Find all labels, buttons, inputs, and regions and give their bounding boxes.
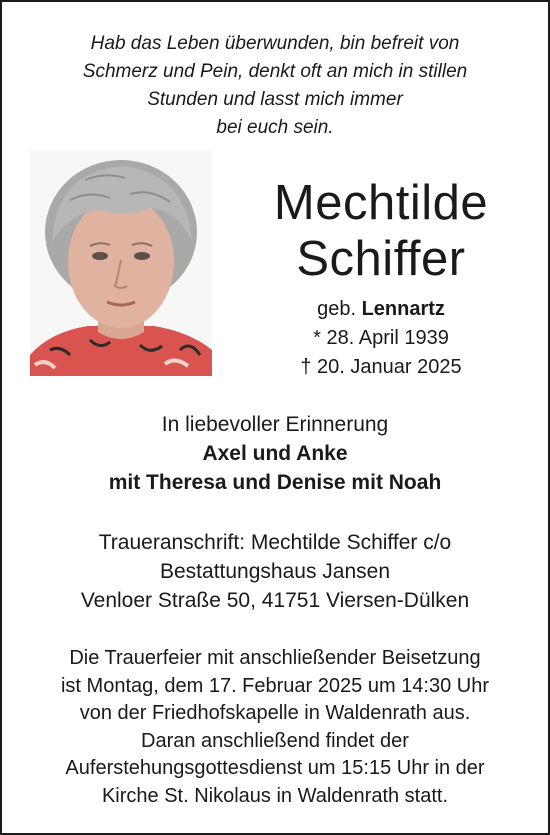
mourners-line-2: mit Theresa und Denise mit Noah bbox=[108, 471, 442, 494]
ceremony-line: ist Montag, dem 17. Februar 2025 um 14:30 Uhr bbox=[60, 674, 489, 697]
birth-prefix: geb. bbox=[317, 298, 357, 320]
deceased-name bbox=[212, 175, 550, 287]
ceremony-line: Daran anschließend findet der bbox=[141, 729, 409, 752]
quote-line: Stunden und lasst mich immer bbox=[147, 89, 403, 110]
portrait-image bbox=[30, 150, 212, 376]
memorial-intro: In liebevoller Erinnerung bbox=[161, 413, 389, 436]
mourners-section bbox=[0, 410, 550, 497]
last-name: Schiffer bbox=[296, 232, 466, 286]
quote-line: Hab das Leben überwunden, bin befreit von bbox=[90, 33, 460, 54]
ceremony-line: Kirche St. Nikolaus in Waldenrath statt. bbox=[101, 784, 449, 807]
ceremony-line: Die Trauerfeier mit anschließender Beisetzung bbox=[69, 647, 481, 669]
birth-name-line bbox=[252, 295, 510, 324]
death-date: † 20. Januar 2025 bbox=[300, 356, 462, 378]
ceremony-line: Auferstehungsgottesdienst um 15:15 Uhr in der bbox=[65, 757, 485, 779]
address-line-3: Venloer Straße 50, 41751 Viersen-Dülken bbox=[80, 589, 470, 612]
quote-line: bei euch sein. bbox=[216, 117, 334, 138]
birth-name: Lennartz bbox=[361, 298, 445, 320]
portrait-photo bbox=[30, 150, 212, 376]
address-line-1: Traueranschrift: Mechtilde Schiffer c/o bbox=[98, 531, 452, 554]
mourners-line-1: Axel und Anke bbox=[202, 442, 348, 465]
birth-date: * 28. April 1939 bbox=[313, 327, 449, 349]
quote-line: Schmerz und Pein, denkt oft an mich in stillen bbox=[82, 61, 468, 82]
address-line-2: Bestattungshaus Jansen bbox=[160, 560, 390, 583]
ceremony-details bbox=[0, 645, 550, 810]
memorial-quote bbox=[20, 30, 530, 142]
mourning-address bbox=[0, 528, 550, 615]
ceremony-line: von der Friedhofskapelle in Waldenrath aus. bbox=[79, 702, 471, 724]
life-dates bbox=[252, 295, 510, 382]
first-name: Mechtilde bbox=[273, 176, 489, 230]
